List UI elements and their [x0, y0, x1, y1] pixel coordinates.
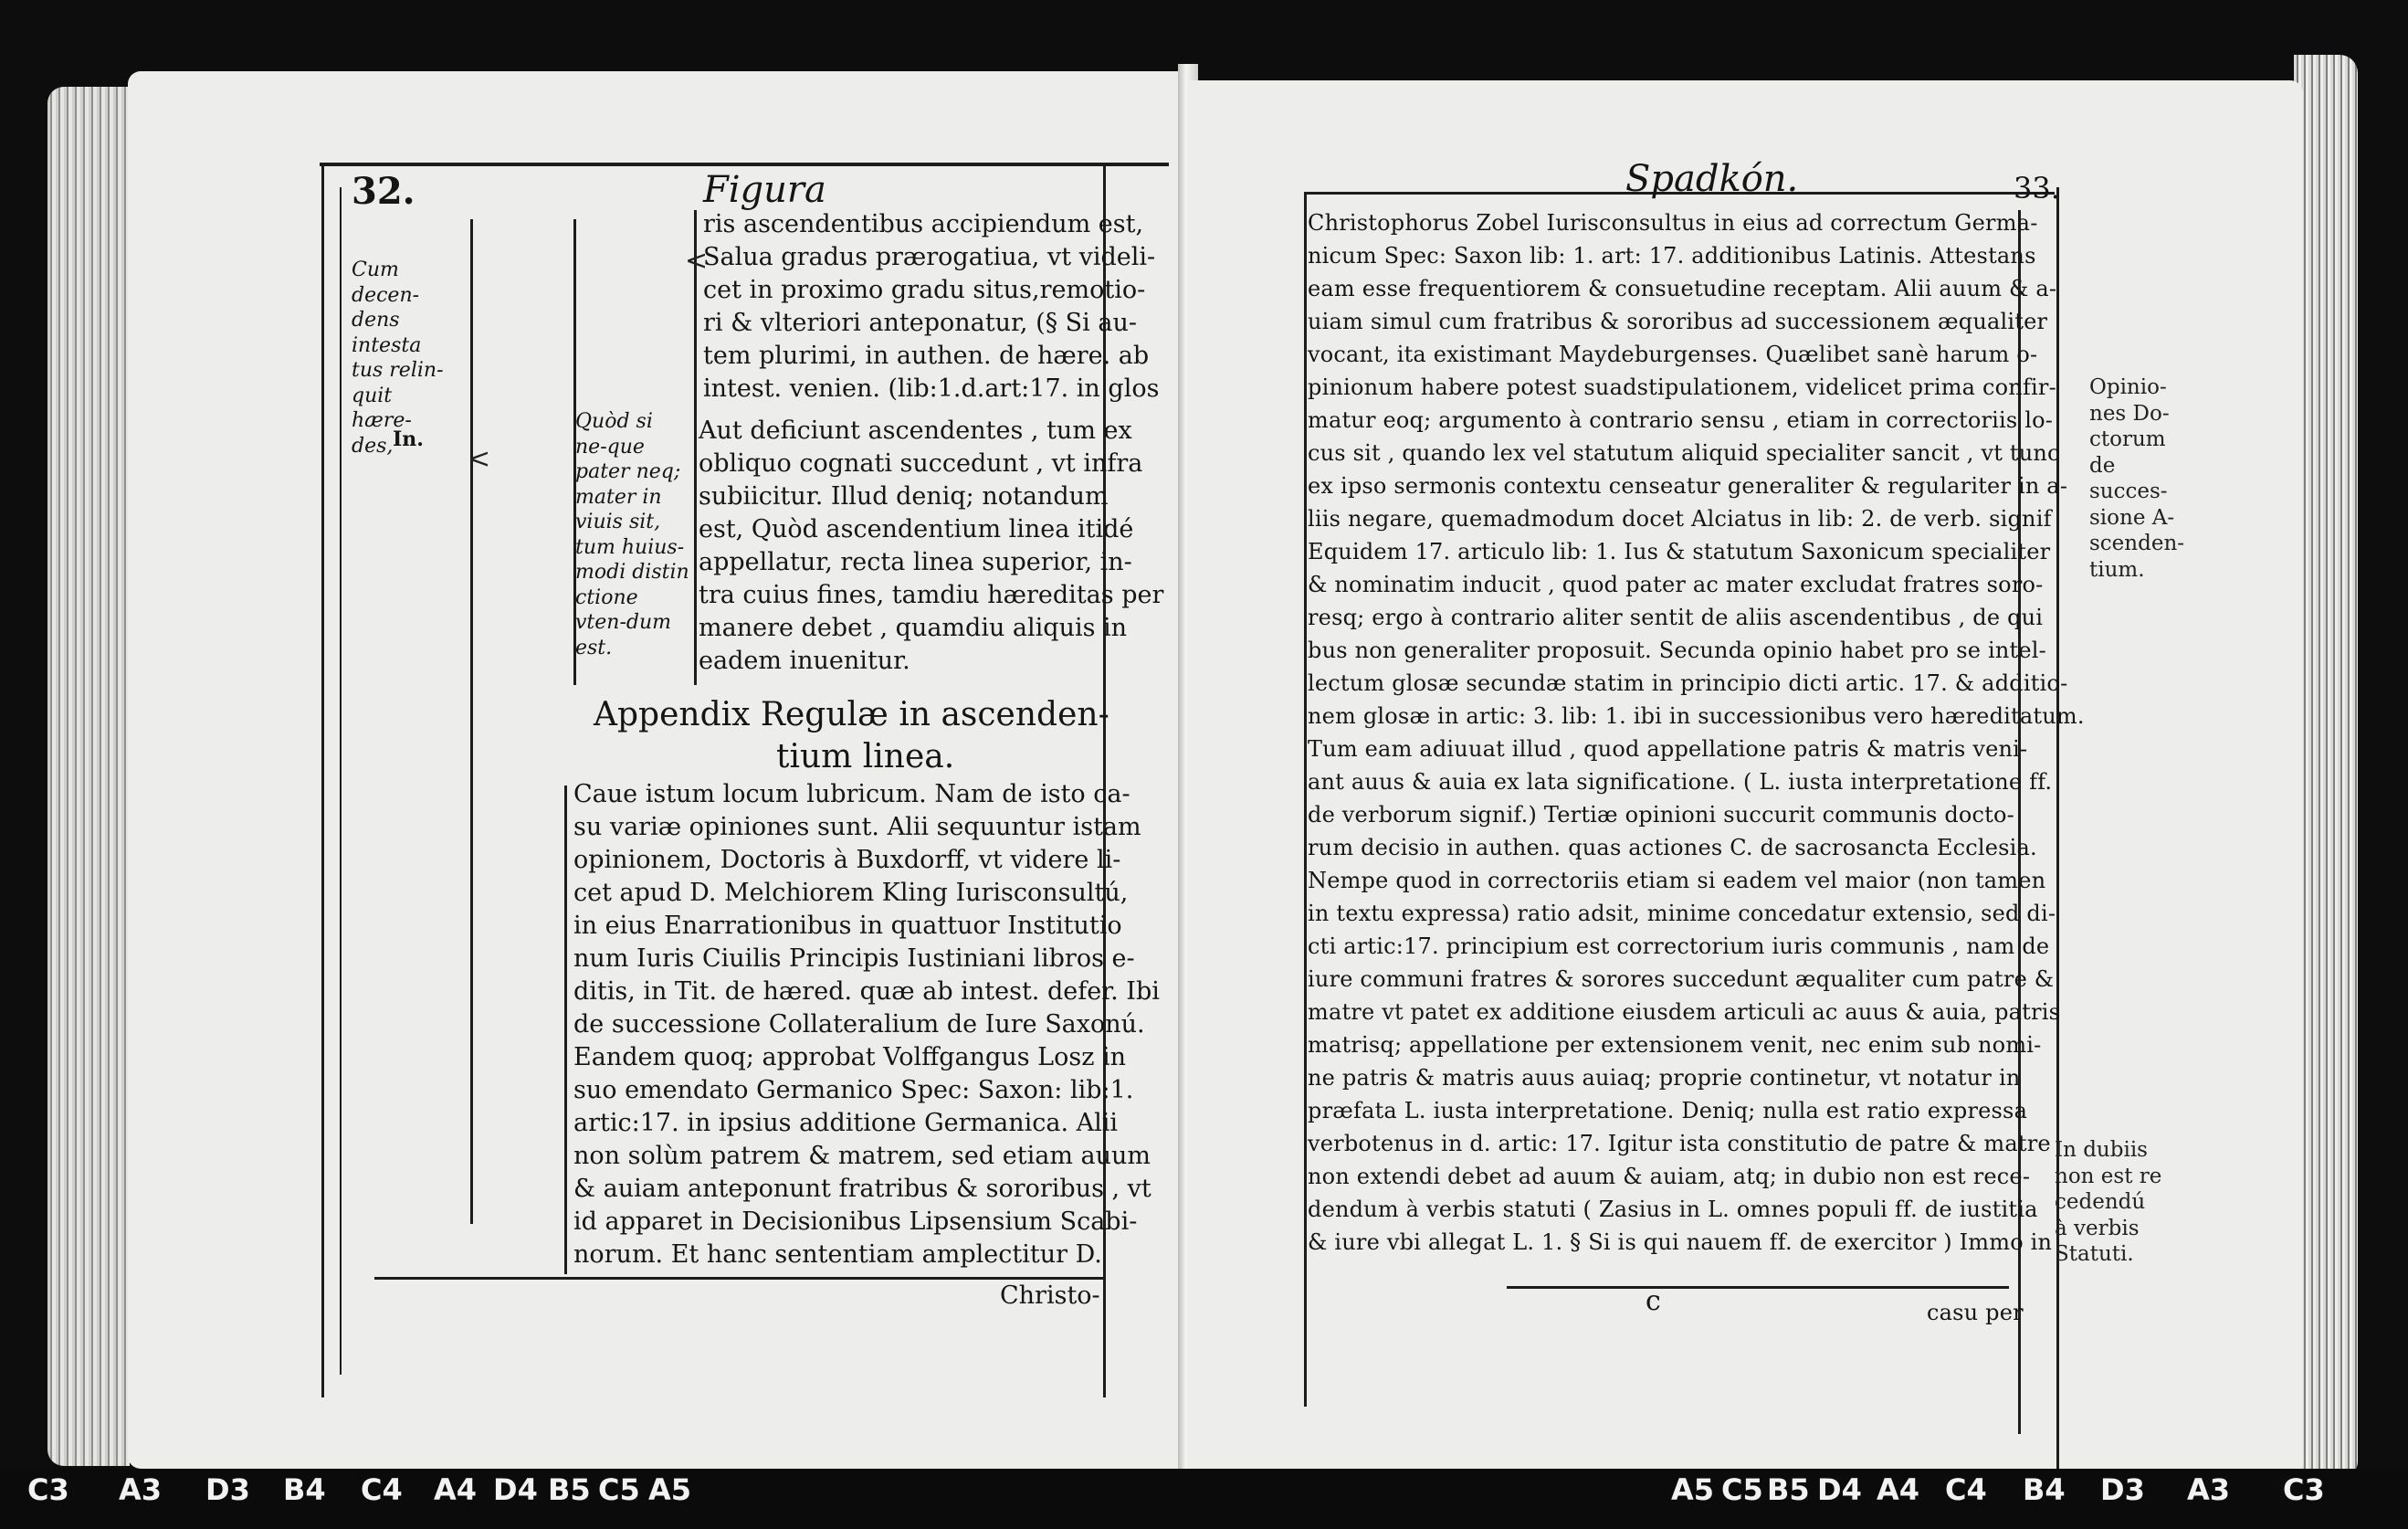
left-text-rule: [694, 210, 697, 685]
film-code: A3: [119, 1472, 163, 1507]
left-line: suo emendato Germanico Spec: Saxon: lib:1.: [573, 1076, 1134, 1104]
left-note-rule-1: [340, 187, 342, 1375]
left-line: ditis, in Tit. de hæred. quæ ab intest. defer. Ibi: [573, 977, 1160, 1006]
right-inner-rule: [1304, 192, 1307, 1407]
film-code: B4: [2023, 1472, 2066, 1507]
right-outer-rule: [2056, 187, 2059, 1475]
right-line: cti artic:17. principium est correctorium iuris communis , nam de: [1308, 933, 2050, 959]
left-catchword: Christo-: [1000, 1281, 1100, 1310]
left-line: obliquo cognati succedunt , vt infra: [699, 449, 1143, 478]
film-code: D4: [1817, 1472, 1862, 1507]
right-page-number: 33.: [2014, 171, 2060, 206]
right-line: vocant, ita existimant Maydeburgenses. Quælibet sanè harum o-: [1308, 342, 2038, 367]
right-line: matrisq; appellatione per extensionem venit, nec enim sub nomi-: [1308, 1032, 2042, 1058]
right-line: & nominatim inducit , quod pater ac mater excludat fratres soro-: [1308, 572, 2044, 597]
left-line: tra cuius fines, tamdiu hæreditas per: [699, 581, 1164, 609]
right-line: matur eoq; argumento à contrario sensu , etiam in correctoriis lo-: [1308, 407, 2054, 433]
right-line: pinionum habere potest suadstipulationem, videlicet prima confir-: [1308, 374, 2056, 400]
book-edge-left: [47, 87, 130, 1466]
film-code: B4: [283, 1472, 326, 1507]
left-line: manere debet , quamdiu aliquis in: [699, 614, 1128, 642]
right-line: non extendi debet ad auum & auiam, atq; in dubio non est rece-: [1308, 1164, 2031, 1189]
film-code: C4: [361, 1472, 403, 1507]
left-footer-rule: [374, 1277, 1105, 1280]
left-line: artic:17. in ipsius additione Germanica. Alii: [573, 1109, 1119, 1137]
right-line: & iure vbi allegat L. 1. § Si is qui nauem ff. de exercitor ) Immo in: [1308, 1229, 2053, 1255]
signature-mark: c: [1646, 1285, 1661, 1317]
right-line: bus non generaliter proposuit. Secunda opinio habet pro se intel-: [1308, 638, 2046, 663]
right-line: matre vt patet ex additione eiusdem articuli ac auus & auia, patris: [1308, 999, 2061, 1025]
left-line: tem plurimi, in authen. de hære. ab: [703, 342, 1150, 370]
right-line: dendum à verbis statuti ( Zasius in L. omnes populi ff. de iustitia: [1308, 1197, 2038, 1222]
right-line: Christophorus Zobel Iurisconsultus in eius ad correctum Germa-: [1308, 210, 2038, 236]
right-line: verbotenus in d. artic: 17. Igitur ista constitutio de patre & matre: [1308, 1131, 2051, 1156]
left-line: in eius Enarrationibus in quattuor Institutio: [573, 912, 1122, 940]
right-line: rum decisio in authen. quas actiones C. de sacrosancta Ecclesia.: [1308, 835, 2037, 860]
left-line: intest. venien. (lib:1.d.art:17. in glos: [703, 374, 1160, 403]
side-note-decedens: Cum decen-dens intesta tus relin-quit hære-des,: [352, 258, 444, 458]
left-page-number: 32.: [352, 170, 415, 213]
left-line: norum. Et hanc sententiam amplectitur D.: [573, 1240, 1102, 1269]
left-line: appellatur, recta linea superior, in-: [699, 548, 1132, 576]
film-code: A4: [434, 1472, 478, 1507]
film-code: D3: [205, 1472, 250, 1507]
appendix-heading-1: Appendix Regulæ in ascenden-: [594, 696, 1109, 733]
appendix-heading-2: tium linea.: [776, 738, 955, 775]
side-note-quod: Quòd si ne-que pater neq; mater in viuis sit, tum huius-modi distin ctione vten-dum est.: [575, 410, 689, 659]
left-text-rule-lower: [564, 786, 567, 1274]
right-line: de verborum signif.) Tertiæ opinioni succurit communis docto-: [1308, 802, 2014, 828]
brace-icon: <: [685, 245, 709, 277]
book-edge-right: [2294, 55, 2358, 1480]
left-line: num Iuris Ciuilis Principis Iustiniani libros e-: [573, 944, 1135, 973]
right-running-head: Spadkón.: [1625, 158, 1799, 200]
left-outer-rule: [321, 164, 324, 1397]
film-code: A3: [2187, 1472, 2231, 1507]
film-code: C5: [598, 1472, 640, 1507]
right-line: eam esse frequentiorem & consuetudine receptam. Alii auum & a-: [1308, 276, 2057, 301]
left-running-head: Figura: [703, 169, 826, 211]
right-line: resq; ergo à contrario aliter sentit de aliis ascendentibus , de qui: [1308, 605, 2044, 630]
margin-note-in-dubiis: In dubiis non est re cedendú à verbis Statuti.: [2055, 1138, 2162, 1267]
film-code: A5: [648, 1472, 692, 1507]
left-line: cet in proximo gradu situs,remotio-: [703, 276, 1146, 304]
left-line: Salua gradus prærogatiua, vt videli-: [703, 243, 1156, 271]
right-line: ex ipso sermonis contextu censeatur generaliter & regulariter in a-: [1308, 473, 2068, 499]
left-line: eadem inuenitur.: [699, 647, 910, 675]
right-line: liis negare, quemadmodum docet Alciatus in lib: 2. de verb. signif: [1308, 506, 2052, 532]
film-code: C4: [1945, 1472, 1987, 1507]
film-code: A5: [1671, 1472, 1715, 1507]
film-code: C3: [27, 1472, 69, 1507]
right-catchword: casu per: [1927, 1300, 2024, 1325]
left-line: Caue istum locum lubricum. Nam de isto ca-: [573, 780, 1130, 808]
left-line: ris ascendentibus accipiendum est,: [703, 210, 1144, 238]
right-line: in textu expressa) ratio adsit, minime concedatur extensio, sed di-: [1308, 901, 2056, 926]
left-line: est, Quòd ascendentium linea itidé: [699, 515, 1134, 543]
left-line: su variæ opiniones sunt. Alii sequuntur istam: [573, 813, 1141, 841]
right-line: Tum eam adiuuat illud , quod appellatione patris & matris veni-: [1308, 736, 2028, 762]
right-line: ant auus & auia ex lata significatione. ( L. iusta interpretatione ff.: [1308, 769, 2053, 795]
film-code: C5: [1721, 1472, 1763, 1507]
film-code: B5: [1767, 1472, 1810, 1507]
right-footer-rule: [1507, 1286, 2009, 1289]
right-line: nem glosæ in artic: 3. lib: 1. ibi in successionibus vero hæreditatum.: [1308, 703, 2085, 729]
left-note-rule-2: [470, 219, 473, 1224]
right-line: cus sit , quando lex vel statutum aliquid specialiter sancit , vt tunc: [1308, 440, 2060, 466]
left-header-rule: [320, 163, 1169, 166]
film-code: A4: [1877, 1472, 1920, 1507]
right-line: nicum Spec: Saxon lib: 1. art: 17. additionibus Latinis. Attestans: [1308, 243, 2036, 269]
brace-icon: <: [468, 443, 491, 475]
left-line: Eandem quoq; approbat Volffgangus Losz in: [573, 1043, 1127, 1071]
right-line: ne patris & matris auus auiaq; proprie continetur, vt notatur in: [1308, 1065, 2021, 1091]
left-line: id apparet in Decisionibus Lipsensium Scabi-: [573, 1207, 1138, 1236]
left-line: de successione Collateralium de Iure Saxonú.: [573, 1010, 1145, 1039]
film-code: B5: [548, 1472, 591, 1507]
film-code: D3: [2100, 1472, 2145, 1507]
left-line: opinionem, Doctoris à Buxdorff, vt videre li-: [573, 846, 1121, 874]
left-line: non solùm patrem & matrem, sed etiam auum: [573, 1142, 1151, 1170]
left-line: Aut deficiunt ascendentes , tum ex: [699, 417, 1132, 445]
right-line: uiam simul cum fratribus & sororibus ad successionem æqualiter: [1308, 309, 2048, 334]
side-note-in: In.: [393, 427, 424, 451]
right-line: lectum glosæ secundæ statim in principio dicti artic. 17. & additio-: [1308, 670, 2068, 696]
left-line: cet apud D. Melchiorem Kling Iurisconsultú,: [573, 879, 1129, 907]
right-line: Equidem 17. articulo lib: 1. Ius & statutum Saxonicum specialiter: [1308, 539, 2051, 564]
left-line: & auiam anteponunt fratribus & sororibus , vt: [573, 1175, 1151, 1203]
right-line: Nempe quod in correctoriis etiam si eadem vel maior (non tamen: [1308, 868, 2046, 893]
film-code: C3: [2283, 1472, 2325, 1507]
left-line: subiicitur. Illud deniq; notandum: [699, 482, 1109, 511]
microfilm-strip: [0, 1469, 2408, 1529]
film-code: D4: [493, 1472, 538, 1507]
right-line: iure communi fratres & sorores succedunt æqualiter cum patre &: [1308, 966, 2055, 992]
right-line: præfata L. iusta interpretatione. Deniq; nulla est ratio expressa: [1308, 1098, 2028, 1123]
margin-note-opiniones: Opinio-nes Do-ctorum de succes-sione A-scenden-tium.: [2089, 375, 2185, 582]
left-line: ri & vlteriori anteponatur, (§ Si au-: [703, 309, 1138, 337]
